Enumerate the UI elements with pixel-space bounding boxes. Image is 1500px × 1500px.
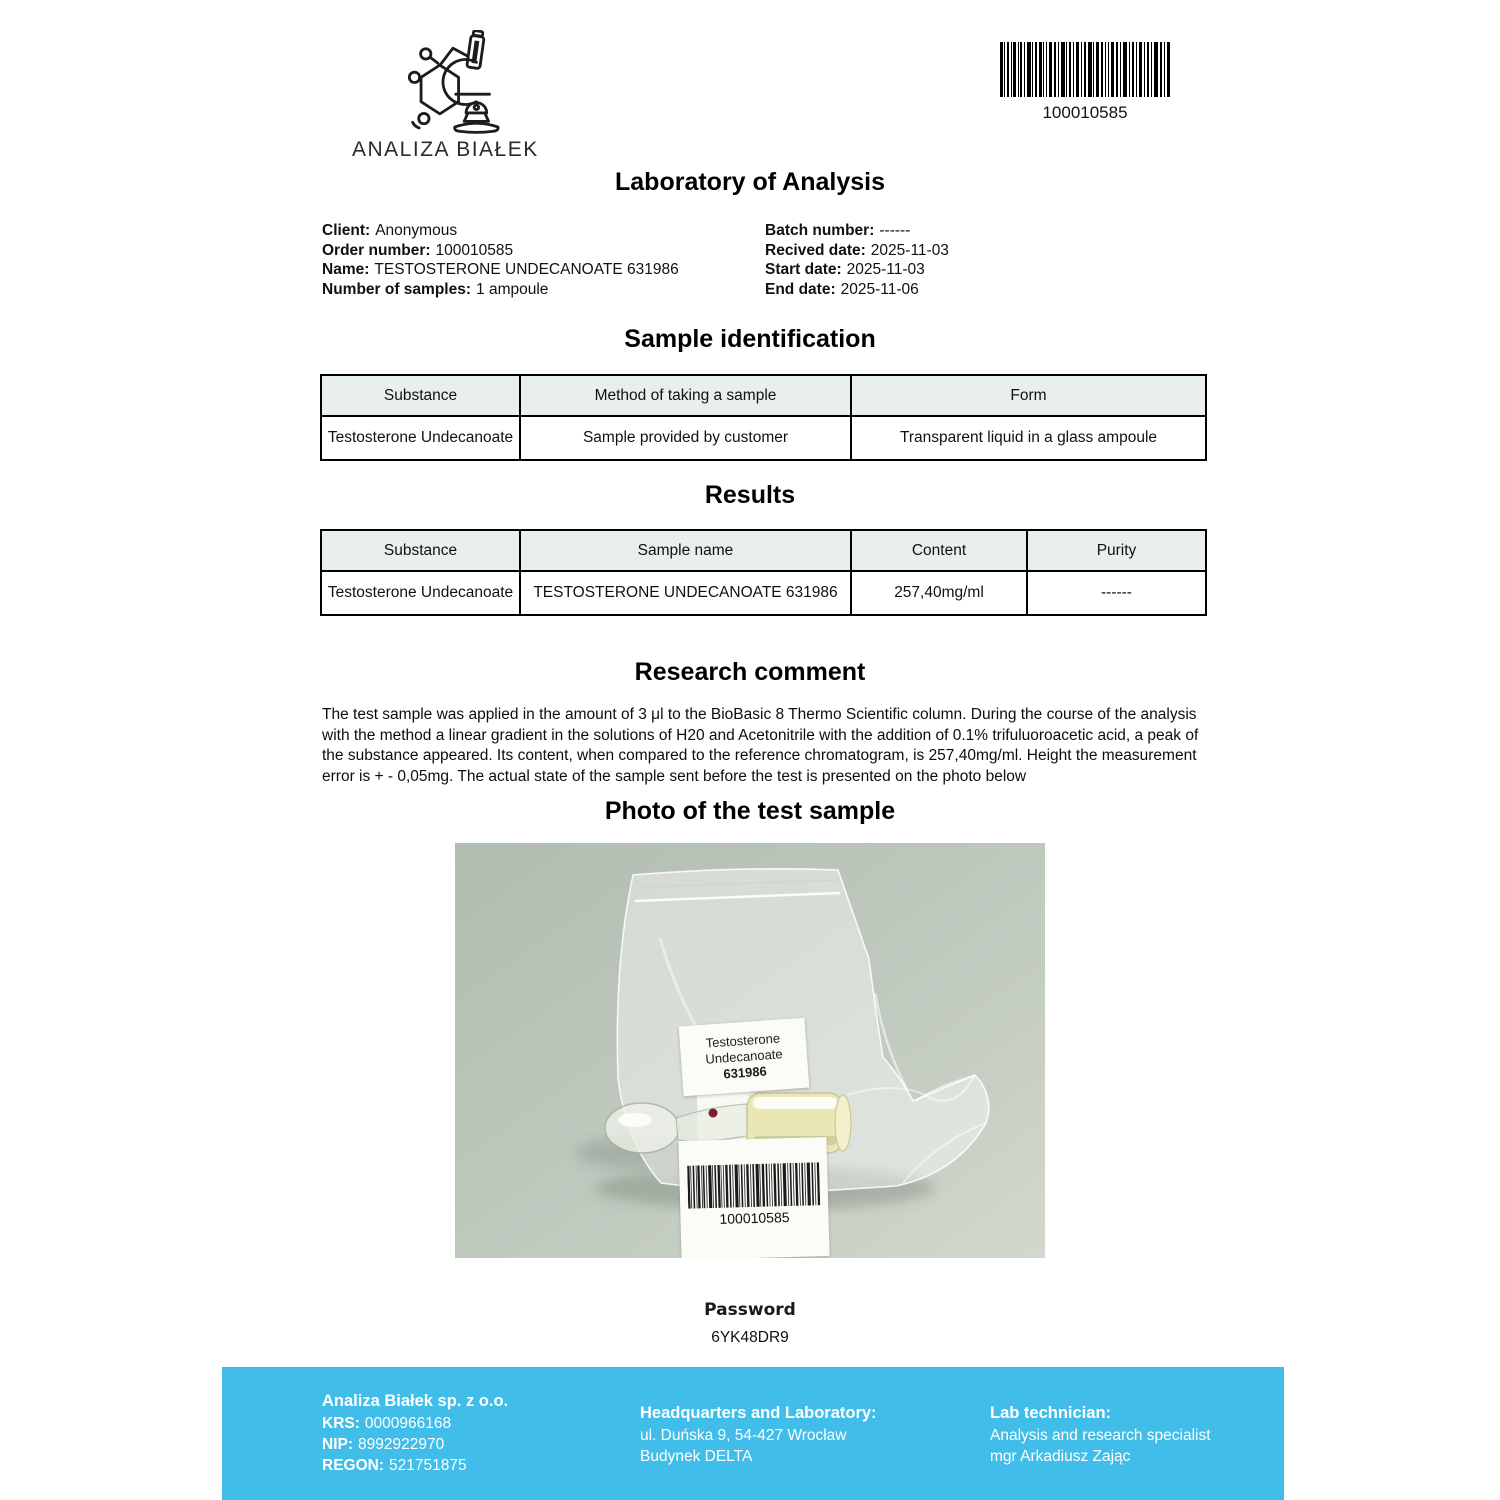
footer-value: 0000966168 <box>364 1415 452 1432</box>
info-label: Number of samples: <box>322 280 472 298</box>
info-row-start <box>765 260 949 280</box>
info-value: 2025-11-06 <box>840 280 919 298</box>
footer-tech-name: mgr Arkadiusz Zając <box>990 1448 1131 1465</box>
footer-nip-row <box>322 1434 508 1455</box>
table-header-row <box>321 530 1206 571</box>
brand-name: ANALIZA BIAŁEK <box>352 138 539 161</box>
col-header-substance: Substance <box>321 530 520 571</box>
footer-headquarters <box>640 1403 877 1467</box>
footer-hq-address: ul. Duńska 9, 54-427 Wrocław <box>640 1427 847 1444</box>
footer-label: REGON: <box>322 1457 384 1474</box>
info-value: ------ <box>879 222 911 239</box>
info-row-end <box>765 280 949 300</box>
cell-substance: Testosterone Undecanoate <box>321 571 520 615</box>
info-label: Start date: <box>765 261 842 278</box>
section-heading-photo: Photo of the test sample <box>604 797 896 825</box>
col-header-substance: Substance <box>321 375 520 416</box>
col-header-purity: Purity <box>1027 530 1206 571</box>
cell-content: 257,40mg/ml <box>851 571 1027 615</box>
photo-barcode-number: 100010585 <box>719 1209 790 1227</box>
info-row-order-number <box>322 241 679 261</box>
info-label: Batch number: <box>765 222 875 239</box>
photo-barcode-label <box>678 1137 829 1258</box>
section-heading-results: Results <box>704 481 796 509</box>
info-label: Name: <box>322 261 370 278</box>
barcode-icon <box>1000 42 1170 97</box>
info-value: 100010585 <box>435 241 514 259</box>
footer-hq-building: Budynek DELTA <box>640 1448 753 1465</box>
info-row-name <box>322 260 679 280</box>
sample-photo <box>455 843 1045 1258</box>
barcode-icon <box>687 1162 820 1208</box>
table-header-row <box>321 375 1206 416</box>
footer-tech-role: Analysis and research specialist <box>990 1427 1211 1444</box>
table-row <box>321 416 1206 460</box>
results-table <box>320 529 1207 616</box>
footer-hq-title: Headquarters and Laboratory: <box>640 1404 877 1422</box>
footer-lab-technician <box>990 1403 1211 1467</box>
footer-company-info <box>322 1391 508 1476</box>
page-title: Laboratory of Analysis <box>615 168 885 196</box>
table-row <box>321 571 1206 615</box>
footer-regon-row <box>322 1455 508 1476</box>
info-row-client <box>322 221 679 241</box>
footer-value: 521751875 <box>389 1457 467 1474</box>
info-label: Client: <box>322 222 371 239</box>
footer-label: NIP: <box>322 1436 353 1453</box>
sample-label-line1: Testosterone <box>705 1030 781 1051</box>
sample-label-line2: Undecanoate <box>704 1046 784 1067</box>
order-info-left <box>322 221 679 299</box>
cell-method: Sample provided by customer <box>520 416 851 460</box>
info-label: End date: <box>765 280 836 298</box>
sample-identification-table <box>320 374 1207 461</box>
footer <box>222 1367 1284 1500</box>
order-barcode <box>1000 42 1170 123</box>
cell-substance: Testosterone Undecanoate <box>321 416 520 460</box>
col-header-form: Form <box>851 375 1206 416</box>
col-header-sample-name: Sample name <box>520 530 851 571</box>
col-header-method: Method of taking a sample <box>520 375 851 416</box>
password-value: 6YK48DR9 <box>711 1329 789 1346</box>
info-value: 2025-11-03 <box>846 261 925 278</box>
info-label: Order number: <box>322 241 431 259</box>
research-comment-text: The test sample was applied in the amount of 3 μl to the BioBasic 8 Thermo Scientific column. During the course of the analysis with the method a linear gradient in the solutions of H20 and Acetonitrile with the addition of 0.1% trifuluoroacetic acid, a peak of the substance appeared. Its content, when compared to the reference chromatogram, is 257,40mg/ml. Height the measurement error is + - 0,05mg. The actual state of the sample sent before the test is presented on the photo below <box>322 706 1199 785</box>
cell-form: Transparent liquid in a glass ampoule <box>851 416 1206 460</box>
sample-label-line3: 631986 <box>722 1063 768 1082</box>
password-heading: Password <box>704 1300 796 1320</box>
info-value: 2025-11-03 <box>870 241 949 259</box>
section-heading-sample-identification: Sample identification <box>624 325 876 353</box>
col-header-content: Content <box>851 530 1027 571</box>
section-heading-research-comment: Research comment <box>634 658 866 686</box>
info-value: TESTOSTERONE UNDECANOATE 631986 <box>374 261 679 278</box>
order-info-right <box>765 221 949 299</box>
info-row-batch <box>765 221 949 241</box>
footer-company-name: Analiza Białek sp. z o.o. <box>322 1392 509 1410</box>
footer-value: 8992922970 <box>358 1436 445 1453</box>
info-value: 1 ampoule <box>476 280 549 298</box>
info-row-received <box>765 241 949 261</box>
info-label: Recived date: <box>765 241 866 259</box>
cell-purity: ------ <box>1027 571 1206 615</box>
info-value: Anonymous <box>375 222 458 239</box>
order-barcode-number: 100010585 <box>1042 103 1128 122</box>
sample-name-label <box>679 1018 810 1097</box>
footer-label: KRS: <box>322 1415 360 1432</box>
footer-tech-title: Lab technician: <box>990 1404 1112 1422</box>
info-row-samples <box>322 280 679 300</box>
brand-logo <box>352 30 539 162</box>
cell-sample-name: TESTOSTERONE UNDECANOATE 631986 <box>520 571 851 615</box>
molecule-microscope-icon <box>352 30 532 134</box>
footer-krs-row <box>322 1413 508 1434</box>
